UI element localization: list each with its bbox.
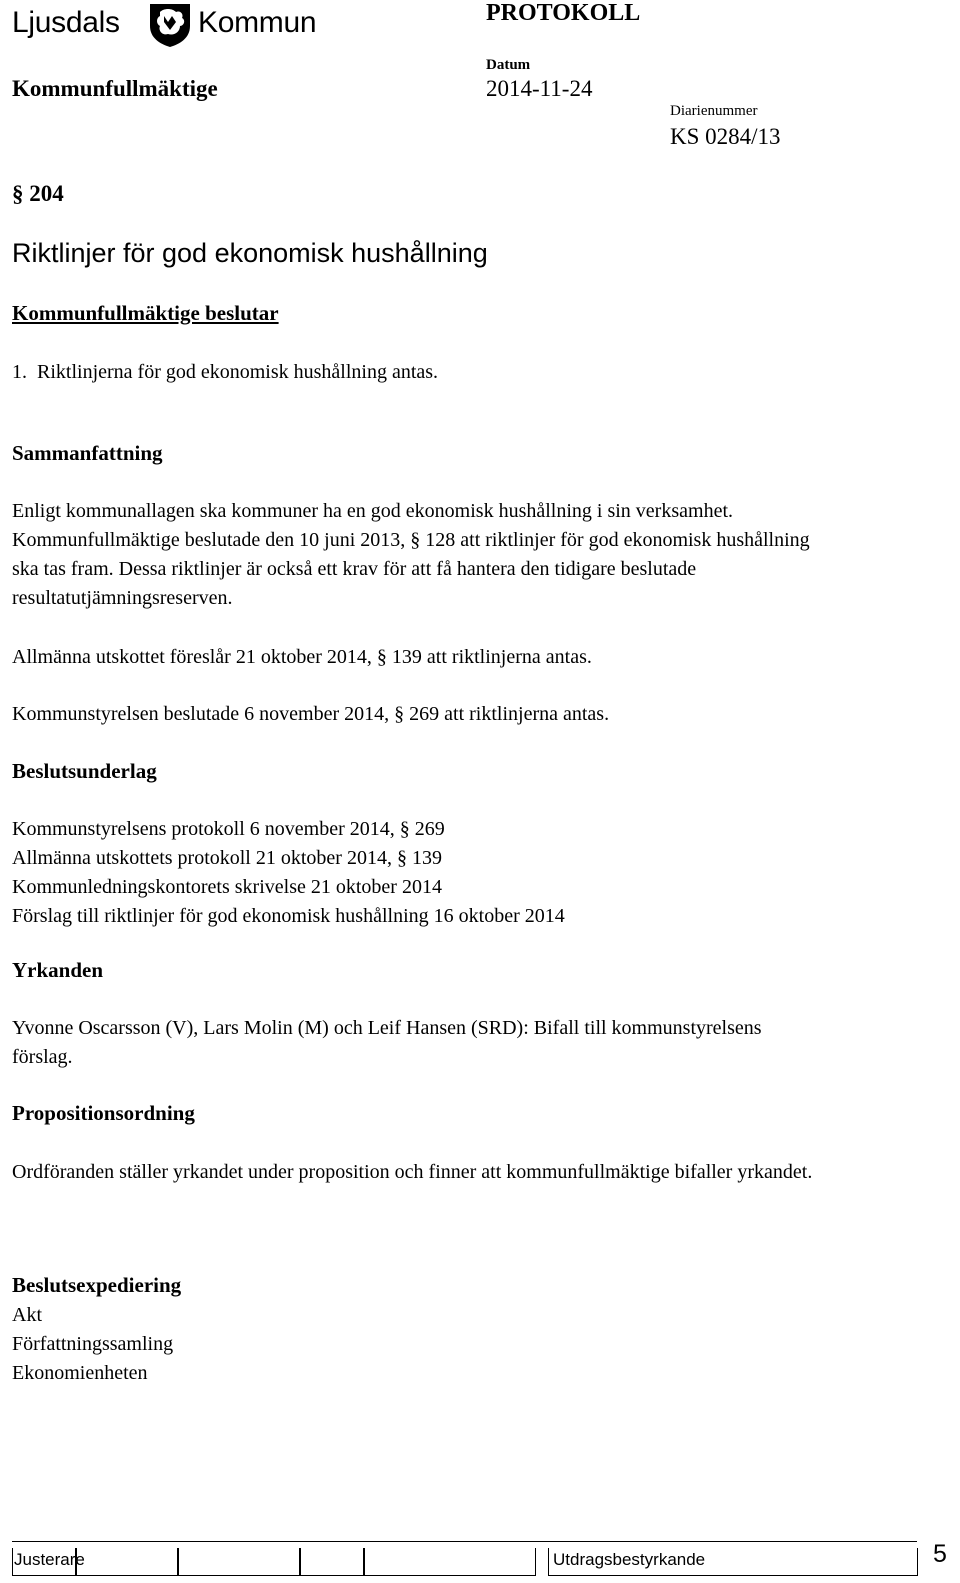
date-value: 2014-11-24 — [486, 76, 593, 101]
municipality-logo — [12, 2, 342, 46]
decision-heading: Kommunfullmäktige beslutar — [12, 301, 279, 325]
dispatch-heading: Beslutsexpediering — [12, 1273, 182, 1297]
date-label: Datum — [486, 57, 531, 73]
summary-heading: Sammanfattning — [12, 441, 163, 465]
paragraph-number: § 204 — [12, 181, 64, 206]
dispatch-item: Akt — [12, 1304, 42, 1326]
summary-paragraph — [12, 643, 932, 672]
proposition-heading: Propositionsordning — [12, 1101, 195, 1125]
logo-text-left: Ljusdals — [12, 6, 120, 39]
justerare-label: Justerare — [14, 1550, 85, 1569]
logo-text-right: Kommun — [198, 6, 317, 39]
registration-number-label: Diarienummer — [670, 103, 758, 119]
basis-item: Kommunledningskontorets skrivelse 21 oktober 2014 — [12, 876, 442, 898]
motions-text: Yvonne Oscarsson (V), Lars Molin (M) och Leif Hansen (SRD): Bifall till kommunstyrelsens förslag. — [12, 1017, 762, 1068]
footer-rule — [12, 1541, 917, 1542]
basis-item: Allmänna utskottets protokoll 21 oktober 2014, § 139 — [12, 847, 442, 869]
motions-heading: Yrkanden — [12, 958, 104, 982]
summary-text: Kommunstyrelsen beslutade 6 november 2014, § 269 att riktlinjerna antas. — [12, 703, 610, 725]
summary-paragraph — [12, 700, 932, 729]
page-title: Riktlinjer för god ekonomisk hushållning — [12, 238, 488, 268]
signature-cell — [300, 1548, 364, 1576]
coat-of-arms-icon — [146, 2, 194, 48]
summary-paragraph — [12, 497, 832, 613]
registration-number-value: KS 0284/13 — [670, 124, 781, 149]
dispatch-item: Författningssamling — [12, 1333, 174, 1355]
decision-item: 1. Riktlinjerna för god ekonomisk hushållning antas. — [12, 361, 439, 383]
dispatch-list — [12, 1301, 932, 1388]
dispatch-item: Ekonomienheten — [12, 1362, 148, 1384]
signature-cell — [76, 1548, 178, 1576]
signature-cell — [364, 1548, 536, 1576]
basis-item: Kommunstyrelsens protokoll 6 november 2014, § 269 — [12, 818, 445, 840]
basis-item: Förslag till riktlinjer för god ekonomisk hushållning 16 oktober 2014 — [12, 905, 565, 927]
basis-heading: Beslutsunderlag — [12, 759, 157, 783]
page-number: 5 — [933, 1540, 947, 1568]
summary-text: Allmänna utskottet föreslår 21 oktober 2014, § 139 att riktlinjerna antas. — [12, 646, 592, 668]
signature-cell — [178, 1548, 300, 1576]
document-type: PROTOKOLL — [486, 0, 641, 26]
utdragsbestyrkande-label: Utdragsbestyrkande — [553, 1550, 706, 1569]
summary-section — [12, 441, 932, 466]
basis-list — [12, 815, 932, 931]
proposition-text: Ordföranden ställer yrkandet under proposition och finner att kommunfullmäktige bifaller yrkandet. — [12, 1161, 813, 1183]
summary-text: Enligt kommunallagen ska kommuner ha en god ekonomisk hushållning i sin verksamhet. Kommunfullmäktige beslutade den 10 juni 2013, § 128 att riktlinjer för god ekonomisk hushållning ska tas fram. Dessa riktlinjer är också ett krav för att få hantera den tidigare beslutade resultatutjämningsreserven. — [12, 500, 810, 609]
organ-name: Kommunfullmäktige — [12, 76, 218, 101]
